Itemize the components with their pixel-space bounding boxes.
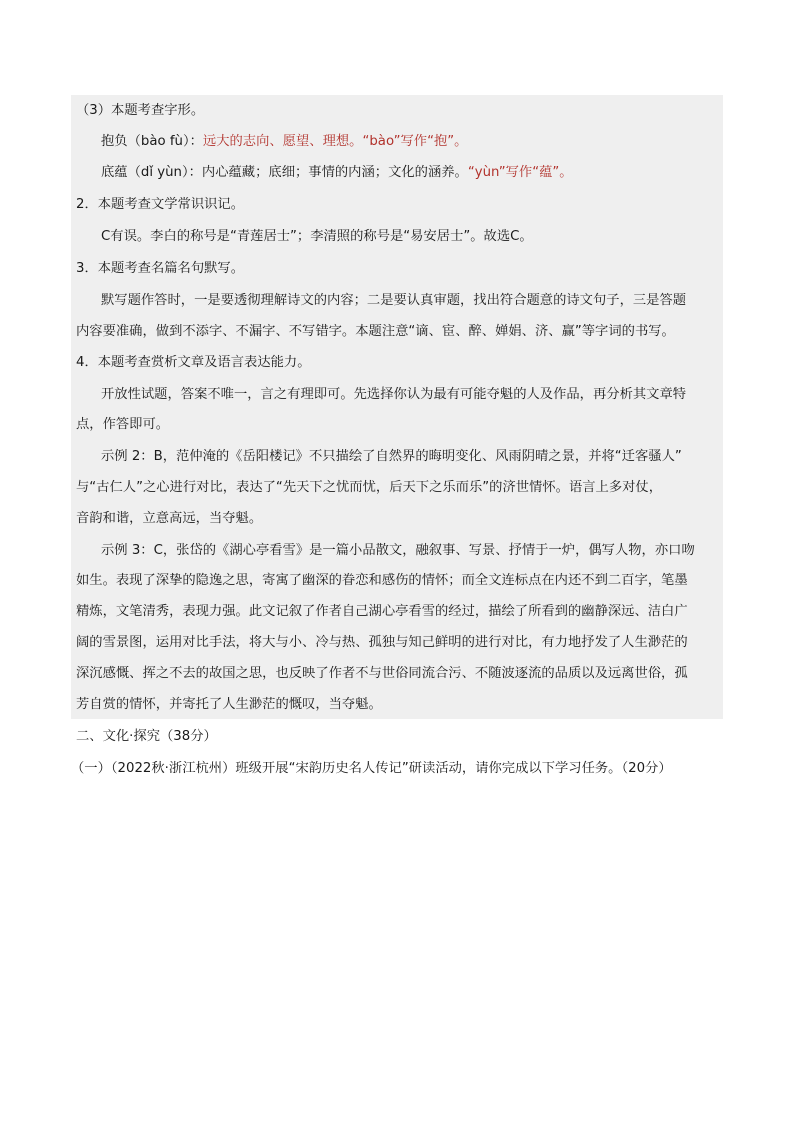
answer-explanation-box <box>71 95 723 719</box>
q3b-body-line: 默写题作答时，一是要透彻理解诗文的内容；二是要认真审题，找出符合题意的诗文句子，三是答题 <box>101 293 687 308</box>
example-2-line: 示例 2：B，范仲淹的《岳阳楼记》不只描绘了自然界的晦明变化、风雨阴晴之景，并将“迁客骚人” <box>101 449 682 464</box>
example-3-line: 深沉感慨、挥之不去的故国之思，也反映了作者不与世俗同流合污、不随波逐流的品质以及远离世俗，孤 <box>76 666 688 681</box>
example-3-line: 示例 3：C，张岱的《湖心亭看雪》是一篇小品散文，融叙事、写景、抒情于一炉，偶写人物，亦口吻 <box>101 543 695 558</box>
example-3-line: 阔的雪景图，运用对比手法，将大与小、冷与热、孤独与知己鲜明的进行对比，有力地抒发了人生渺茫的 <box>76 635 688 650</box>
q3-item-2-head: 底蕴（dǐ yùn）：内心蕴藏；底细；事情的内涵；文化的涵养。 <box>101 165 468 180</box>
q3-item-1 <box>101 133 723 151</box>
q2-body: C有误。李白的称号是“青莲居士”；李清照的称号是“易安居士”。故选C。 <box>101 229 533 244</box>
q3b-body-line: 内容要准确，做到不添字、不漏字、不写错字。本题注意“谪、宦、醉、婵娟、济、赢”等字词的书写。 <box>76 324 675 339</box>
q4-intro-line: 开放性试题，答案不唯一，言之有理即可。先选择你认为最有可能夺魁的人及作品，再分析其文章特 <box>101 387 687 402</box>
q4-intro-line: 点，作答即可。 <box>76 417 170 432</box>
q3-item-2-body: “yùn”写作“蕴”。 <box>467 165 573 180</box>
example-2-line: 音韵和谐，立意高远，当夺魁。 <box>76 511 263 526</box>
example-2-line: 与“古仁人”之心进行对比，表达了“先天下之忧而忧，后天下之乐而乐”的济世情怀。语言上多对仗， <box>76 480 663 495</box>
q4-heading: 4．本题考查赏析文章及语言表达能力。 <box>76 355 311 370</box>
q3-item-2 <box>101 164 723 182</box>
section-2-heading: 二、文化·探究（38分） <box>76 729 217 744</box>
q3-heading: （3）本题考查字形。 <box>76 103 205 118</box>
q3b-heading: 3．本题考查名篇名句默写。 <box>76 261 245 276</box>
q3-item-1-body: 远大的志向、愿望、理想。“bào”写作“抱”。 <box>202 134 468 149</box>
example-3-line: 如生。表现了深挚的隐逸之思，寄寓了幽深的眷恋和感伤的情怀；而全文连标点在内还不到二百字，笔墨 <box>76 573 688 588</box>
q3-item-1-head: 抱负（bào fù）： <box>101 134 203 149</box>
section-2-task-1: （一）（2022秋·浙江杭州）班级开展“宋韵历史名人传记”研读活动，请你完成以下学习任务。（20分） <box>71 761 672 776</box>
q2-heading: 2．本题考查文学常识识记。 <box>76 197 245 212</box>
example-3-line: 芳自赏的情怀，并寄托了人生渺茫的慨叹，当夺魁。 <box>76 697 382 712</box>
example-3-line: 精炼，文笔清秀，表现力强。此文记叙了作者自己湖心亭看雪的经过，描绘了所看到的幽静深远、洁白广 <box>76 604 688 619</box>
